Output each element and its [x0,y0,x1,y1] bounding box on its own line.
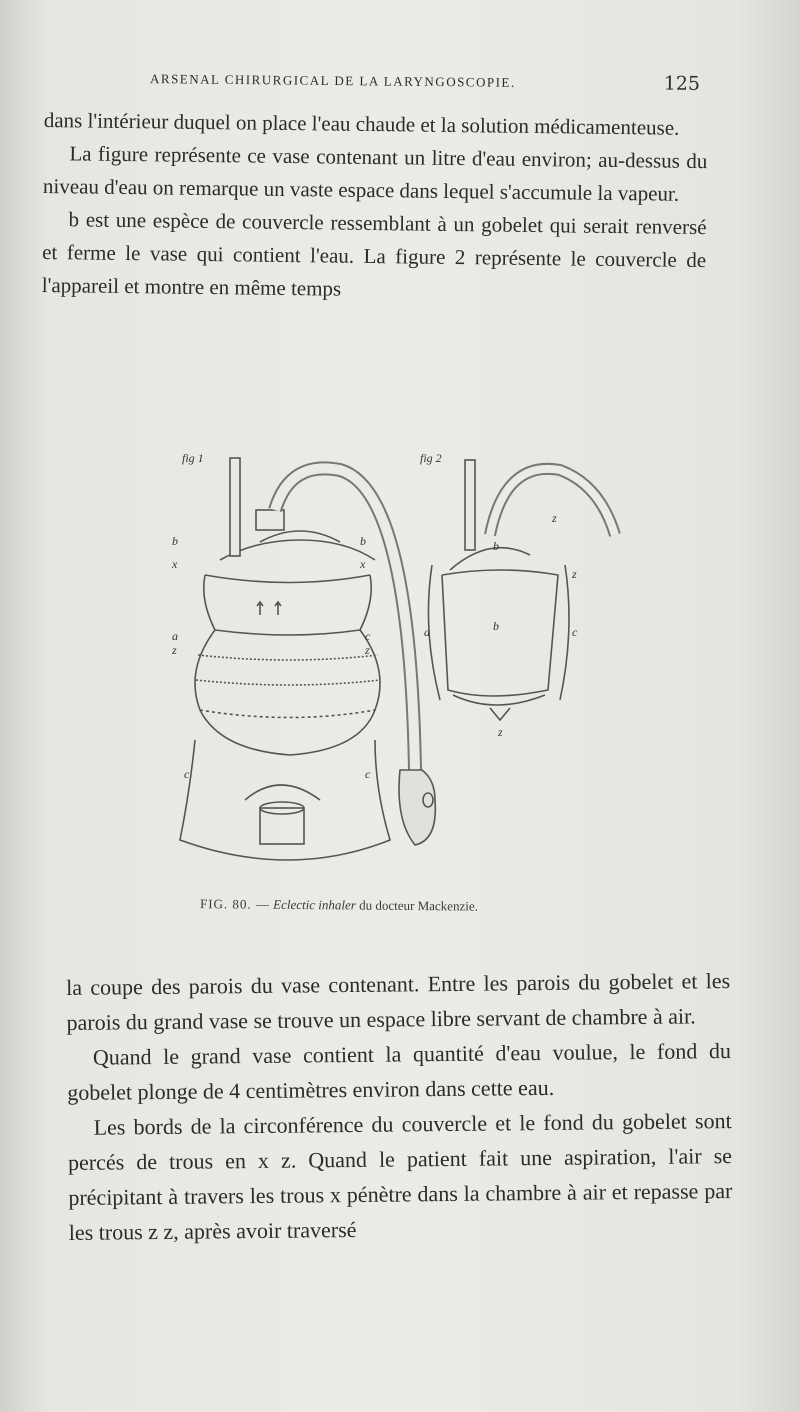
figure-caption [200,896,620,916]
letter-c: c [572,625,578,639]
fig1-label: fig 1 [182,451,204,465]
caption-rest: du docteur Mackenzie. [359,897,478,914]
figure-number: FIG. 80. — [199,896,271,912]
paragraph: dans l'intérieur duquel on place l'eau chaude et la solution médicamenteuse. [43,107,680,140]
paragraph: La figure représente ce vase contenant un litre d'eau environ; au-dessus du niveau d'eau on remarque un vaste espace dans lequel s'accumule la vapeur. [42,141,708,206]
paragraph: b est une espèce de couvercle ressemblant à un gobelet qui serait renversé et ferme le vase qui contient l'eau. La figure 2 représente le couvercle de l'appareil et montre en même temps [41,207,707,301]
running-title: ARSENAL CHIRURGICAL DE LA LARYNGOSCOPIE. [149,71,516,90]
letter-x: x [172,557,178,571]
letter-b: b [493,619,499,633]
letter-z: z [552,511,557,525]
running-header [150,67,710,103]
page-number: 125 [663,72,701,95]
letter-z: z [365,643,370,657]
paragraph: Les bords de la circonférence du couvercle et le fond du gobelet sont percés de trous en x z. Quand le patient fait une aspiration, l'air se précipitant à travers les trous x pénètre dans la chambre à air et repasse par les trous z z, après avoir traversé [67,1108,733,1245]
letter-c: c [365,767,371,781]
letter-b: b [493,539,499,553]
inhaler-engraving [160,440,640,880]
inhaler-illustration [160,440,640,880]
letter-c: c [184,767,190,781]
paragraph: la coupe des parois du vase contenant. Entre les parois du gobelet et les parois du grand vase se trouve un espace libre servant de chambre à air. [66,968,731,1035]
letter-b: b [172,534,178,548]
letter-b: b [360,534,366,548]
top-text-block [42,104,708,310]
letter-a: a [424,625,430,639]
caption-italic: Eclectic inhaler [273,896,356,913]
letter-a: a [172,629,178,643]
letter-z: z [172,643,177,657]
letter-c: c [365,629,371,643]
letter-z: z [572,567,577,581]
paragraph: Quand le grand vase contient la quantité d'eau voulue, le fond du gobelet plonge de 4 centimètres environ dans cette eau. [67,1038,732,1105]
letter-x: x [360,557,366,571]
fig2-label: fig 2 [420,451,442,465]
bottom-text-block [66,963,733,1250]
letter-z: z [498,725,503,739]
